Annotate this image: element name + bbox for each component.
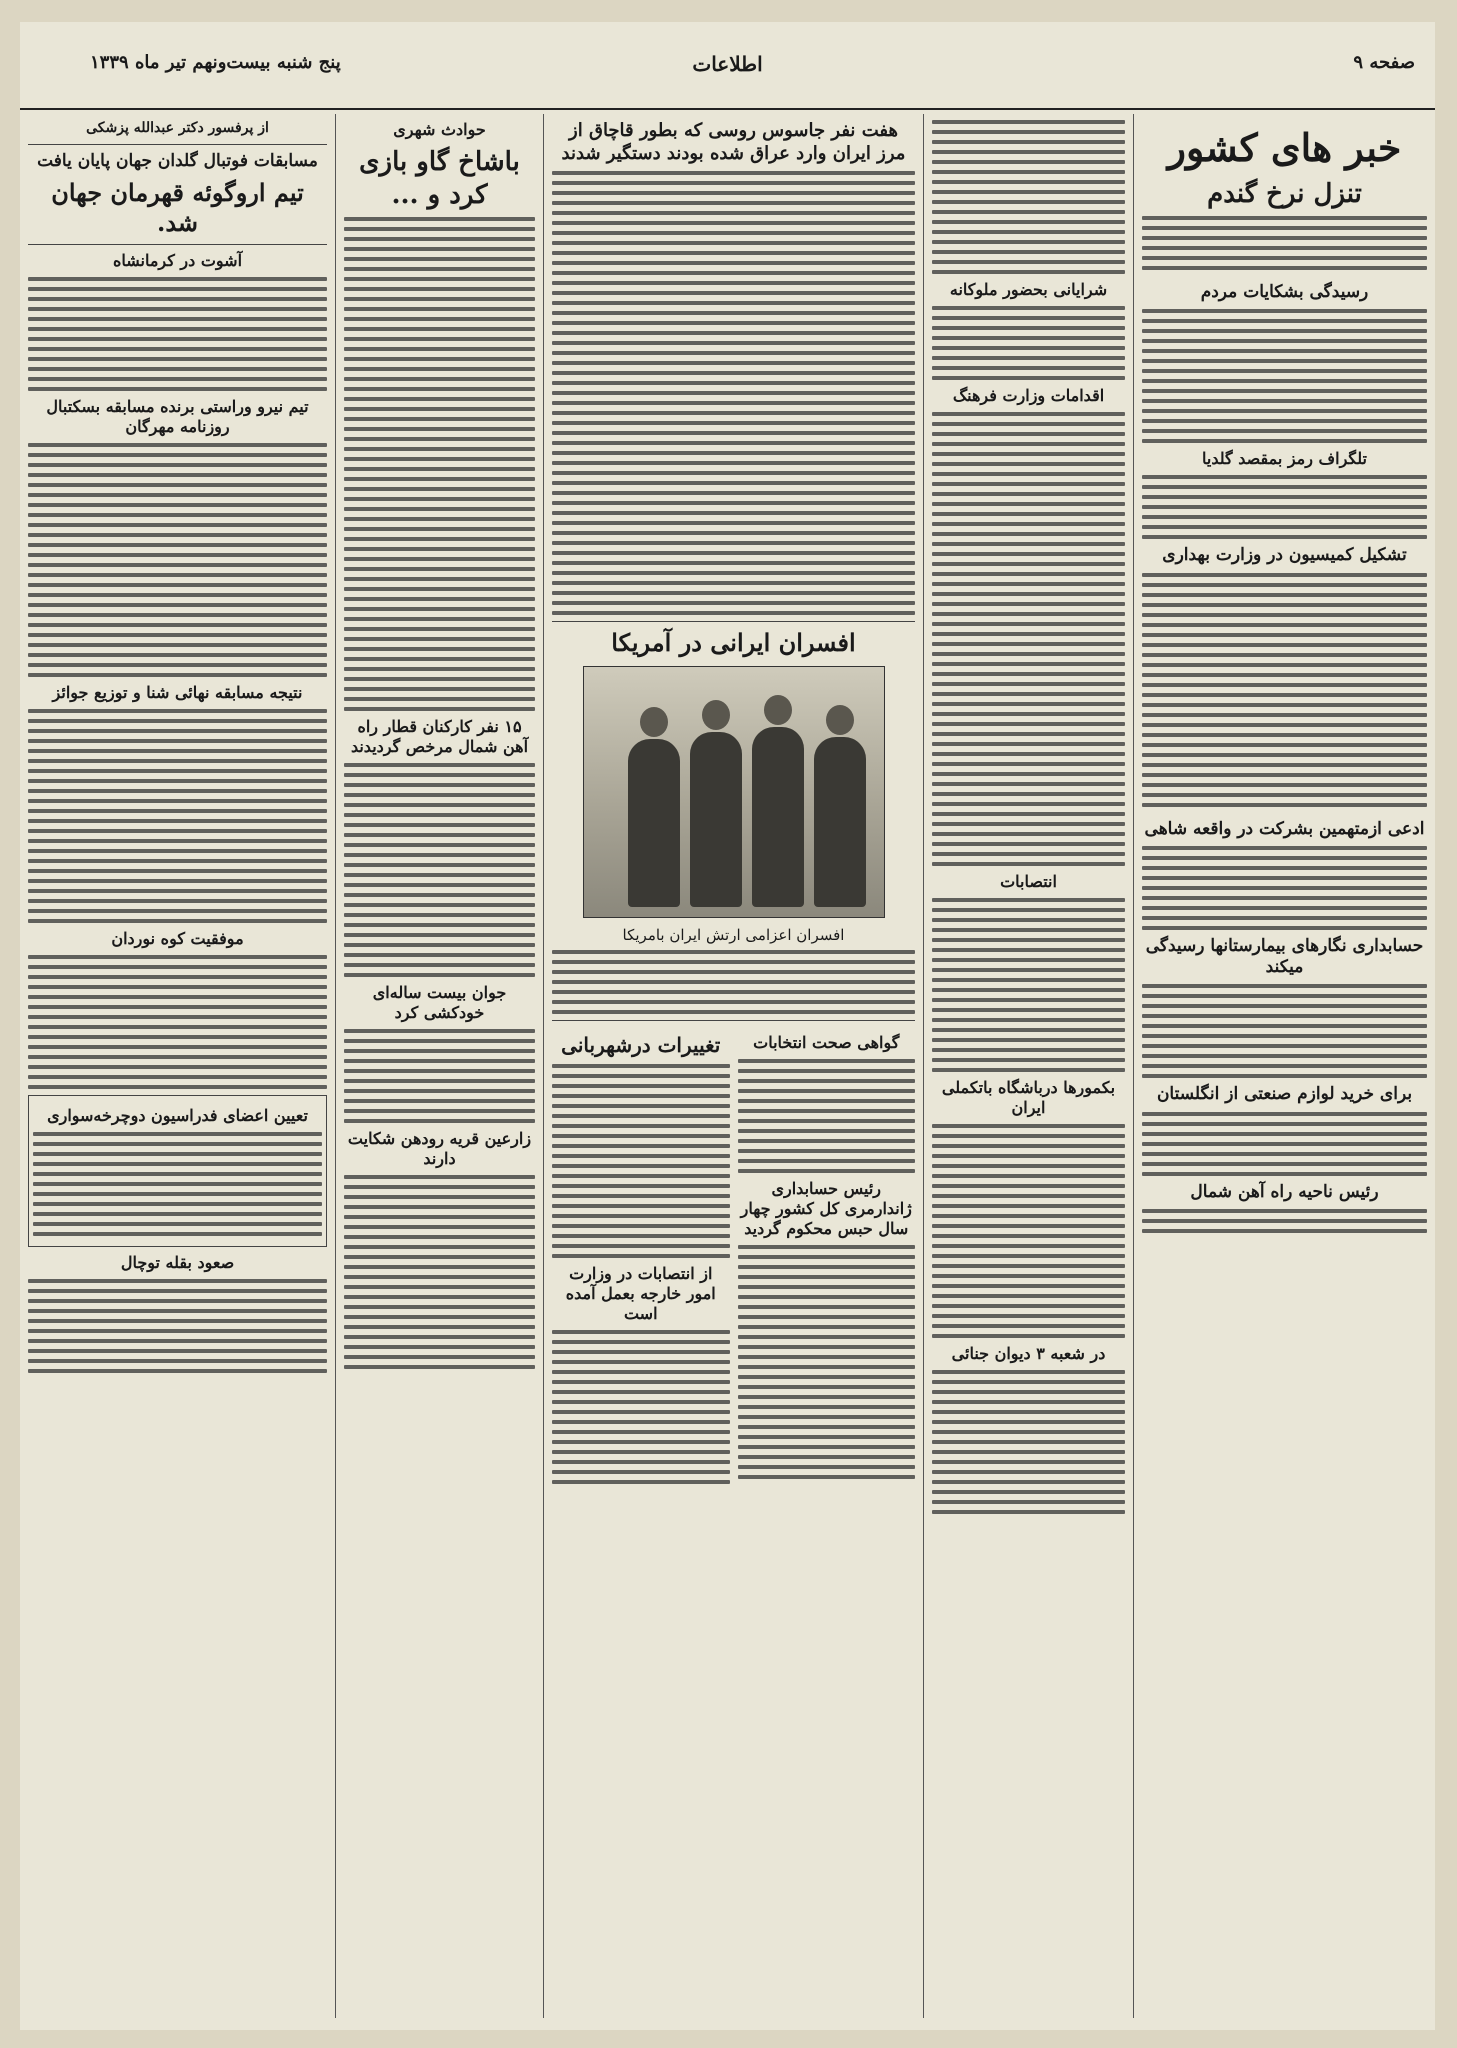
article-body [1142,309,1427,443]
article-body [932,898,1125,1072]
column-4 [335,114,543,2018]
subheadline: تشکیل کمیسیون در وزارت بهداری [1162,545,1407,566]
section-kicker: حوادث شهری [393,120,486,139]
subheadline: آشوت در کرمانشاه [112,250,243,270]
subheadline: نتیجه مسابقه نهائی شنا و توزیع جوائز [52,682,303,702]
article-body [1142,216,1427,270]
article-body [1142,573,1427,807]
article-body [932,1124,1125,1338]
subheadline: تغییرات درشهربانی [561,1033,721,1057]
newspaper-page [20,22,1435,2030]
headline: تنزل نرخ گندم [1207,178,1362,209]
paper-name: اطلاعات [692,52,763,76]
headline: مسابقات فوتبال گلدان جهان پایان یافت [37,150,318,171]
article-body [33,1132,322,1236]
subheadline: اقدامات وزارت فرهنگ [952,386,1105,405]
subheadline: شرایانی بحضور ملوکانه [949,280,1108,299]
subheadline: رسیدگی بشکایات مردم [1200,282,1369,302]
photo-title: افسران ایرانی در آمریکا [611,628,856,657]
article-body [28,443,327,677]
article-body [1142,846,1427,930]
subheadline: در شعبه ۳ دیوان جنائی [951,1344,1106,1363]
subheadline: حسابداری نگارهای بیمارستانها رسیدگی میکند [1145,935,1424,977]
subheadline: جوان بیست ساله‌ای خودکشی کرد [372,983,507,1022]
article-body [932,120,1125,274]
article-body [932,306,1125,380]
top-note: از پرفسور دکتر عبدالله پزشکی [86,120,269,136]
article-body [28,709,327,923]
article-body [932,1370,1125,1514]
headline: هفت نفر جاسوس روسی که بطور قاچاق از مرز ایران وارد عراق شده بودند دستگیر شدند [561,120,906,164]
subheadline: بکمورها درباشگاه باتکملی ایران [941,1078,1116,1117]
headline-large: تیم اروگوئه قهرمان جهان شد. [51,177,304,237]
article-body [1142,475,1427,539]
article-body [1142,1112,1427,1176]
article-body [552,171,915,615]
article-body [738,1059,916,1173]
article-body [552,1064,730,1258]
article-body [28,955,327,1089]
article-body [28,1279,327,1373]
subheadline: صعود بقله توچال [120,1252,235,1272]
officers-photo [583,666,885,918]
subheadline: موفقیت کوه نوردان [111,928,244,948]
boxed-article [28,1095,327,1247]
article-body [738,1245,916,1479]
subheadline: رئیس حسابداری ژاندارمری کل کشور چهار سال حبس محکوم گردید [740,1179,912,1238]
article-body [344,1175,535,1369]
column-2 [923,114,1133,2018]
article-body [932,412,1125,866]
subheadline: تیم نیرو وراستی برنده مسابقه بسکتبال روزنامه مهرگان [46,396,309,436]
column-3 [543,114,923,2018]
page-number: صفحه ۹ [1353,52,1415,73]
article-body [344,763,535,977]
subheadline: تلگراف رمز بمقصد گلدیا [1202,449,1367,469]
photo-caption: افسران اعزامی ارتش ایران بامریکا [622,926,845,944]
article-body [344,217,535,711]
article-body [1142,984,1427,1078]
subheadline: ادعی ازمتهمین بشرکت در واقعه شاهی [1144,818,1425,839]
headline: باشاخ گاو بازی کرد و ... [359,147,520,210]
subheadline: رئیس ناحیه راه آهن شمال [1190,1181,1379,1202]
section-title: خبر های کشور [1167,125,1402,170]
subheadline: برای خرید لوازم صنعتی از انگلستان [1156,1084,1413,1105]
subheadline: از انتصابات در وزارت امور خارجه بعمل آمده است [565,1264,716,1323]
article-body [1142,1209,1427,1233]
article-body [344,1029,535,1123]
article-body [552,1330,730,1484]
column-1 [1133,114,1435,2018]
subheadline: زارعین قریه رودهن شکایت دارند [347,1129,532,1168]
subheadline: تعیین اعضای فدراسیون دوچرخه‌سواری [47,1105,308,1125]
article-body [28,277,327,391]
masthead [20,22,1435,110]
subheadline: گواهی صحت انتخابات [753,1033,900,1052]
article-body [552,950,915,1014]
date-line: پنج شنبه بیست‌ونهم تیر ماه ۱۳۳۹ [90,52,341,73]
subheadline: ۱۵ نفر کارکنان قطار راه آهن شمال مرخص گردیدند [350,717,529,756]
column-5 [20,114,335,2018]
subheadline: انتصابات [1000,872,1057,891]
